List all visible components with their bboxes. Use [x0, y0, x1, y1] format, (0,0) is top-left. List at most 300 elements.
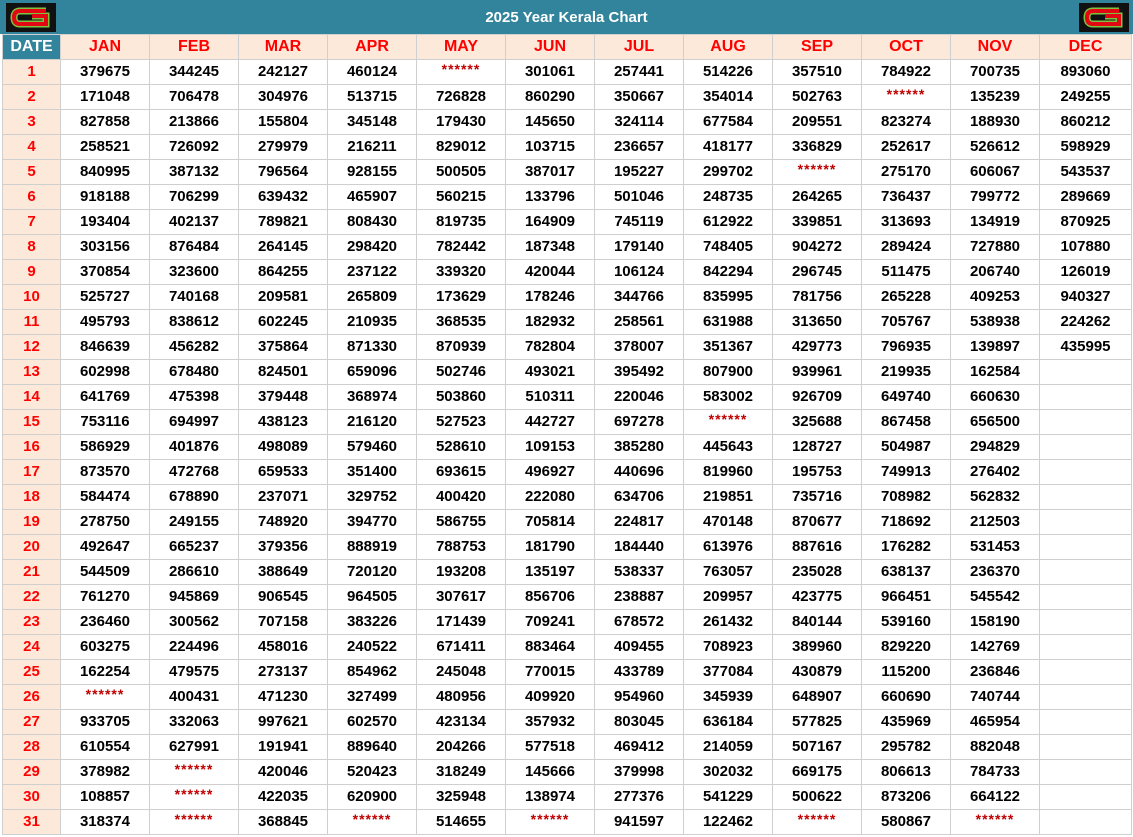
result-cell: 503860 — [417, 385, 506, 410]
table-row — [3, 235, 1132, 260]
result-cell — [1040, 410, 1132, 435]
result-cell: 528610 — [417, 435, 506, 460]
result-cell: 838612 — [150, 310, 239, 335]
result-cell: 195753 — [773, 460, 862, 485]
result-cell: 313650 — [773, 310, 862, 335]
result-cell: 214059 — [684, 735, 773, 760]
result-cell: ****** — [862, 85, 951, 110]
result-cell: 829012 — [417, 135, 506, 160]
result-cell: 395492 — [595, 360, 684, 385]
result-cell: 873570 — [61, 460, 150, 485]
result-cell: 155804 — [239, 110, 328, 135]
result-cell: 602245 — [239, 310, 328, 335]
result-cell — [1040, 635, 1132, 660]
date-cell: 26 — [3, 685, 61, 710]
result-cell: 238887 — [595, 585, 684, 610]
result-cell: 660690 — [862, 685, 951, 710]
result-cell: 496927 — [506, 460, 595, 485]
date-cell: 16 — [3, 435, 61, 460]
result-cell: 541229 — [684, 785, 773, 810]
result-cell: 224817 — [595, 510, 684, 535]
result-cell: 678890 — [150, 485, 239, 510]
result-cell — [1040, 485, 1132, 510]
result-cell: 252617 — [862, 135, 951, 160]
result-cell: 289424 — [862, 235, 951, 260]
title-bar — [0, 0, 1133, 34]
result-cell: 277376 — [595, 785, 684, 810]
result-cell: 402137 — [150, 210, 239, 235]
result-cell: 718692 — [862, 510, 951, 535]
result-cell: 495793 — [61, 310, 150, 335]
date-cell: 9 — [3, 260, 61, 285]
result-cell: 641769 — [61, 385, 150, 410]
result-cell: 261432 — [684, 610, 773, 635]
result-cell: 707158 — [239, 610, 328, 635]
result-cell: 445643 — [684, 435, 773, 460]
result-cell: 378982 — [61, 760, 150, 785]
month-header-oct: OCT — [862, 35, 951, 60]
result-cell: 370854 — [61, 260, 150, 285]
result-cell: 904272 — [773, 235, 862, 260]
result-cell: 429773 — [773, 335, 862, 360]
result-cell — [1040, 660, 1132, 685]
result-cell: 893060 — [1040, 60, 1132, 85]
result-cell: 294829 — [951, 435, 1040, 460]
month-header-mar: MAR — [239, 35, 328, 60]
result-cell: 740744 — [951, 685, 1040, 710]
result-cell: 525727 — [61, 285, 150, 310]
result-cell: 304976 — [239, 85, 328, 110]
result-cell: 440696 — [595, 460, 684, 485]
result-cell: 195227 — [595, 160, 684, 185]
result-cell: 171048 — [61, 85, 150, 110]
result-cell: 493021 — [506, 360, 595, 385]
result-cell: 422035 — [239, 785, 328, 810]
result-cell — [1040, 560, 1132, 585]
result-cell: 889640 — [328, 735, 417, 760]
result-cell: 789821 — [239, 210, 328, 235]
result-cell: 240522 — [328, 635, 417, 660]
result-cell: 479575 — [150, 660, 239, 685]
result-cell: 664122 — [951, 785, 1040, 810]
result-cell — [1040, 810, 1132, 835]
result-cell: 458016 — [239, 635, 328, 660]
result-cell — [1040, 510, 1132, 535]
date-cell: 2 — [3, 85, 61, 110]
table-row — [3, 710, 1132, 735]
result-cell: 511475 — [862, 260, 951, 285]
result-cell: 842294 — [684, 260, 773, 285]
result-cell — [1040, 685, 1132, 710]
table-row — [3, 260, 1132, 285]
result-cell: 191941 — [239, 735, 328, 760]
result-cell: 339320 — [417, 260, 506, 285]
result-cell: 545542 — [951, 585, 1040, 610]
result-cell: 318374 — [61, 810, 150, 835]
date-cell: 4 — [3, 135, 61, 160]
result-cell: ****** — [506, 810, 595, 835]
result-cell: 368974 — [328, 385, 417, 410]
result-cell: 242127 — [239, 60, 328, 85]
result-cell: ****** — [61, 685, 150, 710]
result-cell: 265809 — [328, 285, 417, 310]
result-cell: 400420 — [417, 485, 506, 510]
result-cell: 324114 — [595, 110, 684, 135]
result-cell: 222080 — [506, 485, 595, 510]
table-row — [3, 660, 1132, 685]
result-cell: 964505 — [328, 585, 417, 610]
result-cell: 531453 — [951, 535, 1040, 560]
result-cell: 325948 — [417, 785, 506, 810]
result-cell: 945869 — [150, 585, 239, 610]
result-cell: 856706 — [506, 585, 595, 610]
result-cell: 867458 — [862, 410, 951, 435]
table-row — [3, 435, 1132, 460]
table-row — [3, 760, 1132, 785]
result-cell: 504987 — [862, 435, 951, 460]
date-cell: 31 — [3, 810, 61, 835]
result-cell: ****** — [150, 760, 239, 785]
result-cell: 209581 — [239, 285, 328, 310]
table-row — [3, 635, 1132, 660]
result-cell: 659533 — [239, 460, 328, 485]
result-cell: 345939 — [684, 685, 773, 710]
result-cell: 507167 — [773, 735, 862, 760]
month-header-nov: NOV — [951, 35, 1040, 60]
result-cell — [1040, 710, 1132, 735]
result-cell: 577518 — [506, 735, 595, 760]
result-cell: 210935 — [328, 310, 417, 335]
result-cell: 784922 — [862, 60, 951, 85]
result-cell: 213866 — [150, 110, 239, 135]
table-row — [3, 810, 1132, 835]
result-cell — [1040, 385, 1132, 410]
result-cell: 296745 — [773, 260, 862, 285]
result-cell: 846639 — [61, 335, 150, 360]
result-cell: 236846 — [951, 660, 1040, 685]
chart-title: 2025 Year Kerala Chart — [485, 8, 648, 26]
result-cell: 108857 — [61, 785, 150, 810]
result-cell: 577825 — [773, 710, 862, 735]
result-cell: 827858 — [61, 110, 150, 135]
table-row — [3, 510, 1132, 535]
month-header-jul: JUL — [595, 35, 684, 60]
result-cell: 236657 — [595, 135, 684, 160]
result-cell: 560215 — [417, 185, 506, 210]
result-cell: 598929 — [1040, 135, 1132, 160]
result-cell: 939961 — [773, 360, 862, 385]
result-cell: 301061 — [506, 60, 595, 85]
header-row — [3, 35, 1132, 60]
result-cell: 178246 — [506, 285, 595, 310]
table-row — [3, 185, 1132, 210]
result-cell: 303156 — [61, 235, 150, 260]
result-cell: 162584 — [951, 360, 1040, 385]
result-cell: 145650 — [506, 110, 595, 135]
table-row — [3, 85, 1132, 110]
result-cell: 299702 — [684, 160, 773, 185]
date-cell: 12 — [3, 335, 61, 360]
result-cell: 258521 — [61, 135, 150, 160]
result-cell: 385280 — [595, 435, 684, 460]
result-cell: 302032 — [684, 760, 773, 785]
result-cell: 726828 — [417, 85, 506, 110]
date-cell: 19 — [3, 510, 61, 535]
result-cell: 627991 — [150, 735, 239, 760]
result-cell: 276402 — [951, 460, 1040, 485]
result-cell: 864255 — [239, 260, 328, 285]
result-cell: 145666 — [506, 760, 595, 785]
result-cell — [1040, 610, 1132, 635]
result-cell: 351367 — [684, 335, 773, 360]
result-cell: 870939 — [417, 335, 506, 360]
table-row — [3, 685, 1132, 710]
result-cell: 394770 — [328, 510, 417, 535]
result-cell: 438123 — [239, 410, 328, 435]
result-cell: 639432 — [239, 185, 328, 210]
result-cell: 527523 — [417, 410, 506, 435]
result-cell: 206740 — [951, 260, 1040, 285]
result-cell: 387017 — [506, 160, 595, 185]
result-cell: 796564 — [239, 160, 328, 185]
result-cell: 184440 — [595, 535, 684, 560]
result-cell: 409920 — [506, 685, 595, 710]
result-cell: 586755 — [417, 510, 506, 535]
result-cell: 870677 — [773, 510, 862, 535]
result-cell: 829220 — [862, 635, 951, 660]
result-cell: 237071 — [239, 485, 328, 510]
result-cell: 379356 — [239, 535, 328, 560]
result-cell: 636184 — [684, 710, 773, 735]
result-cell: 480956 — [417, 685, 506, 710]
result-cell: 727880 — [951, 235, 1040, 260]
result-cell: 236460 — [61, 610, 150, 635]
result-cell: 940327 — [1040, 285, 1132, 310]
result-cell: 501046 — [595, 185, 684, 210]
result-cell: 420044 — [506, 260, 595, 285]
result-cell: 430879 — [773, 660, 862, 685]
result-cell: 502763 — [773, 85, 862, 110]
result-cell: 248735 — [684, 185, 773, 210]
result-cell — [1040, 735, 1132, 760]
date-cell: 23 — [3, 610, 61, 635]
result-cell: 176282 — [862, 535, 951, 560]
table-row — [3, 160, 1132, 185]
result-cell: 329752 — [328, 485, 417, 510]
result-cell: 539160 — [862, 610, 951, 635]
result-cell: 109153 — [506, 435, 595, 460]
result-cell: 179140 — [595, 235, 684, 260]
result-cell: 803045 — [595, 710, 684, 735]
result-cell: 350667 — [595, 85, 684, 110]
result-cell: 782442 — [417, 235, 506, 260]
result-cell: 954960 — [595, 685, 684, 710]
result-cell: 409253 — [951, 285, 1040, 310]
result-cell: 928155 — [328, 160, 417, 185]
result-cell: 966451 — [862, 585, 951, 610]
result-cell: 401876 — [150, 435, 239, 460]
result-cell — [1040, 585, 1132, 610]
result-cell: 602570 — [328, 710, 417, 735]
result-cell: 465954 — [951, 710, 1040, 735]
result-cell: 345148 — [328, 110, 417, 135]
result-cell: 435995 — [1040, 335, 1132, 360]
result-cell: 933705 — [61, 710, 150, 735]
date-cell: 28 — [3, 735, 61, 760]
result-cell: ****** — [328, 810, 417, 835]
result-cell: 538938 — [951, 310, 1040, 335]
result-cell: 336829 — [773, 135, 862, 160]
result-cell: 736437 — [862, 185, 951, 210]
result-cell: 318249 — [417, 760, 506, 785]
result-cell: 387132 — [150, 160, 239, 185]
result-cell: 388649 — [239, 560, 328, 585]
result-cell: 420046 — [239, 760, 328, 785]
result-cell: 694997 — [150, 410, 239, 435]
result-cell: 708923 — [684, 635, 773, 660]
table-row — [3, 585, 1132, 610]
result-cell: 612922 — [684, 210, 773, 235]
result-cell: 835995 — [684, 285, 773, 310]
result-cell: 705767 — [862, 310, 951, 335]
result-cell: 544509 — [61, 560, 150, 585]
table-row — [3, 310, 1132, 335]
result-cell — [1040, 785, 1132, 810]
result-cell: 279979 — [239, 135, 328, 160]
result-cell: 220046 — [595, 385, 684, 410]
result-cell: 375864 — [239, 335, 328, 360]
date-cell: 14 — [3, 385, 61, 410]
result-cell: 806613 — [862, 760, 951, 785]
date-cell: 7 — [3, 210, 61, 235]
result-cell: 823274 — [862, 110, 951, 135]
date-cell: 13 — [3, 360, 61, 385]
result-cell: 705814 — [506, 510, 595, 535]
result-cell: 224262 — [1040, 310, 1132, 335]
result-cell: 941597 — [595, 810, 684, 835]
result-cell: 887616 — [773, 535, 862, 560]
result-cell: 204266 — [417, 735, 506, 760]
result-cell: 720120 — [328, 560, 417, 585]
result-cell: 264265 — [773, 185, 862, 210]
result-cell: 678572 — [595, 610, 684, 635]
result-cell: 286610 — [150, 560, 239, 585]
result-cell: 162254 — [61, 660, 150, 685]
month-header-apr: APR — [328, 35, 417, 60]
result-cell: 475398 — [150, 385, 239, 410]
result-cell: 669175 — [773, 760, 862, 785]
result-cell: 139897 — [951, 335, 1040, 360]
result-cell: 418177 — [684, 135, 773, 160]
result-cell: 313693 — [862, 210, 951, 235]
result-cell: 323600 — [150, 260, 239, 285]
result-cell: 526612 — [951, 135, 1040, 160]
result-cell: 613976 — [684, 535, 773, 560]
result-cell: 470148 — [684, 510, 773, 535]
result-cell: 103715 — [506, 135, 595, 160]
result-cell: 209551 — [773, 110, 862, 135]
result-cell: 115200 — [862, 660, 951, 685]
result-cell: 513715 — [328, 85, 417, 110]
result-cell: 763057 — [684, 560, 773, 585]
result-cell: 357932 — [506, 710, 595, 735]
result-cell: 799772 — [951, 185, 1040, 210]
result-cell: 997621 — [239, 710, 328, 735]
result-cell: 188930 — [951, 110, 1040, 135]
result-cell: ****** — [150, 785, 239, 810]
result-cell: 469412 — [595, 735, 684, 760]
result-cell: 854962 — [328, 660, 417, 685]
result-cell: 171439 — [417, 610, 506, 635]
result-cell: 158190 — [951, 610, 1040, 635]
result-cell: 860212 — [1040, 110, 1132, 135]
result-cell: 883464 — [506, 635, 595, 660]
table-row — [3, 135, 1132, 160]
result-cell: 693615 — [417, 460, 506, 485]
result-cell: ****** — [150, 810, 239, 835]
result-cell: 726092 — [150, 135, 239, 160]
result-cell: 498089 — [239, 435, 328, 460]
date-cell: 20 — [3, 535, 61, 560]
result-cell: 138974 — [506, 785, 595, 810]
results-table — [2, 34, 1132, 835]
date-cell: 8 — [3, 235, 61, 260]
date-cell: 21 — [3, 560, 61, 585]
result-cell: 106124 — [595, 260, 684, 285]
table-row — [3, 60, 1132, 85]
table-row — [3, 210, 1132, 235]
result-cell: 748920 — [239, 510, 328, 535]
result-cell: 586929 — [61, 435, 150, 460]
result-cell: 173629 — [417, 285, 506, 310]
date-cell: 22 — [3, 585, 61, 610]
result-cell: 638137 — [862, 560, 951, 585]
result-cell: 300562 — [150, 610, 239, 635]
result-cell: 368535 — [417, 310, 506, 335]
result-cell: 368845 — [239, 810, 328, 835]
result-cell: 344766 — [595, 285, 684, 310]
result-cell: 918188 — [61, 185, 150, 210]
result-cell: 824501 — [239, 360, 328, 385]
result-cell: 706299 — [150, 185, 239, 210]
result-cell: 620900 — [328, 785, 417, 810]
result-cell: 788753 — [417, 535, 506, 560]
date-cell: 29 — [3, 760, 61, 785]
result-cell: 135239 — [951, 85, 1040, 110]
result-cell: 671411 — [417, 635, 506, 660]
result-cell: 610554 — [61, 735, 150, 760]
result-cell: 579460 — [328, 435, 417, 460]
result-cell: 708982 — [862, 485, 951, 510]
table-body — [3, 60, 1132, 835]
result-cell: 876484 — [150, 235, 239, 260]
date-header: DATE — [3, 35, 61, 60]
result-cell: 749913 — [862, 460, 951, 485]
result-cell: 128727 — [773, 435, 862, 460]
date-cell: 18 — [3, 485, 61, 510]
result-cell — [1040, 760, 1132, 785]
result-cell: 602998 — [61, 360, 150, 385]
result-cell: 500505 — [417, 160, 506, 185]
result-cell: 257441 — [595, 60, 684, 85]
result-cell: 133796 — [506, 185, 595, 210]
result-cell: 649740 — [862, 385, 951, 410]
result-cell: 634706 — [595, 485, 684, 510]
result-cell: 264145 — [239, 235, 328, 260]
g-logo-icon — [6, 3, 56, 32]
result-cell: 784733 — [951, 760, 1040, 785]
result-cell: 307617 — [417, 585, 506, 610]
